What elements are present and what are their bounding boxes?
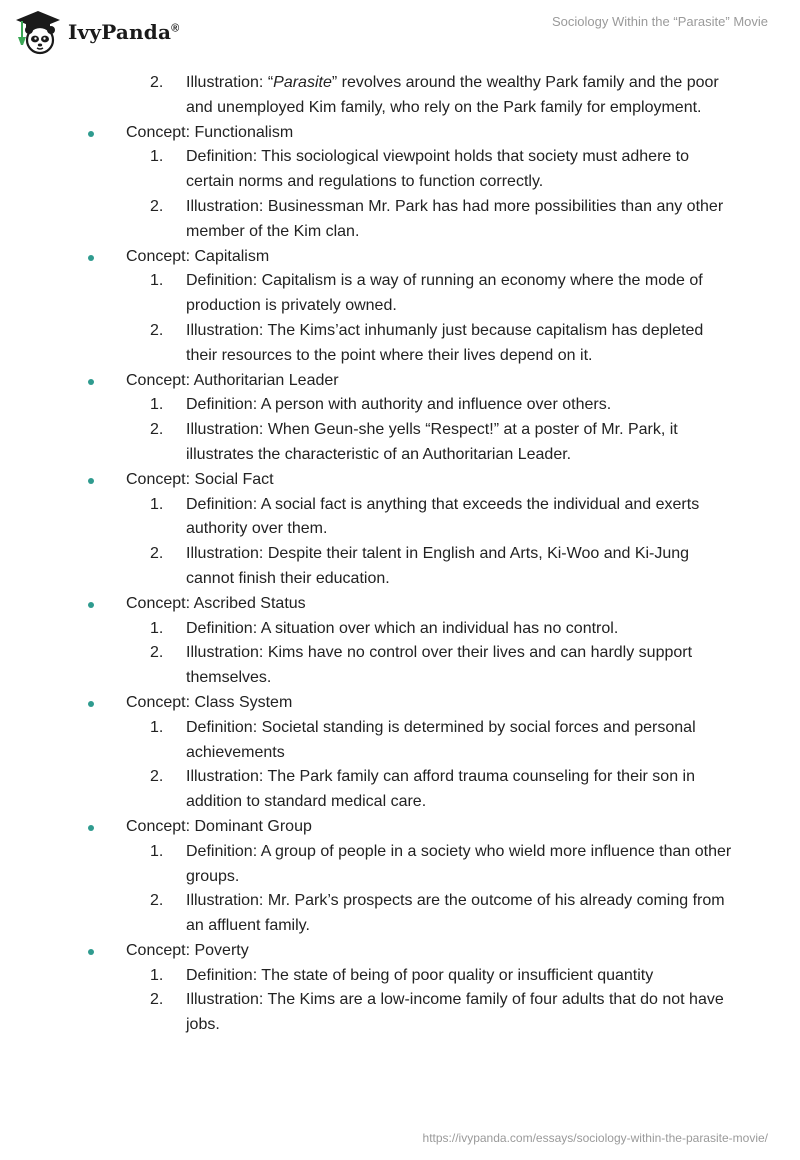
bullet-icon: [88, 825, 94, 831]
item-number: 1.: [150, 495, 164, 513]
item-text-suffix: ” revolves around the wealthy Park family and the poor and unemployed Kim family, who rely on the Park family for employment.: [186, 74, 719, 116]
list-item: [0, 641, 800, 691]
item-text: Illustration: The Park family can afford trauma counseling for their son in addition to standard medical care.: [186, 768, 695, 811]
concept-title: Concept: Authoritarian Leader: [126, 371, 339, 389]
item-text: Illustration: Despite their talent in English and Arts, Ki-Woo and Ki-Jung cannot finish their education.: [186, 545, 690, 587]
list-item: [0, 269, 800, 319]
concept-heading: [0, 691, 800, 716]
concept-title: Concept: Ascribed Status: [126, 594, 306, 612]
bullet-icon: [88, 478, 94, 484]
bullet-icon: [88, 949, 94, 955]
list-item: [0, 716, 800, 766]
item-number: 2.: [150, 644, 164, 662]
item-number: 2.: [150, 991, 164, 1009]
registered-mark: ®: [171, 22, 180, 35]
list-item: [0, 493, 800, 543]
item-number: 2.: [150, 74, 164, 91]
concepts-container: [0, 121, 800, 1038]
list-item: [0, 988, 800, 1038]
list-item: [0, 145, 800, 195]
item-number: 1.: [150, 396, 164, 414]
concept-title: Concept: Class System: [126, 693, 293, 711]
list-item: [0, 319, 800, 369]
item-text: Illustration: Mr. Park’s prospects are the outcome of his already coming from an affluent family.: [186, 892, 725, 935]
item-text: Definition: This sociological viewpoint holds that society must adhere to certain norms and regulations to function correctly.: [186, 148, 690, 191]
concept-heading: [0, 121, 800, 146]
item-text: Illustration: Businessman Mr. Park has had more possibilities than any other member of the Kim clan.: [186, 197, 724, 240]
item-number: 1.: [150, 619, 164, 637]
concept-heading: [0, 592, 800, 617]
list-item: [0, 964, 800, 989]
source-url[interactable]: https://ivypanda.com/essays/sociology-within-the-parasite-movie/: [422, 1131, 768, 1145]
item-text: Definition: A situation over which an individual has no control.: [186, 619, 619, 637]
item-text: Definition: A social fact is anything that exceeds the individual and exerts authority over them.: [186, 495, 700, 538]
list-item: [0, 71, 800, 121]
concept-heading: [0, 369, 800, 394]
concept-title: Concept: Poverty: [126, 941, 249, 959]
item-number: 1.: [150, 272, 164, 290]
concept-heading: [0, 245, 800, 270]
item-number: 1.: [150, 842, 164, 860]
item-text: Illustration: When Geun-she yells “Respect!” at a poster of Mr. Park, it illustrates the characteristic of an Authoritarian Leader.: [186, 421, 678, 463]
film-title: Parasite: [273, 74, 332, 91]
item-text: Definition: Societal standing is determined by social forces and personal achievements: [186, 718, 696, 761]
logo-wordmark: IvyPanda®: [68, 20, 180, 44]
item-number: 1.: [150, 718, 164, 736]
bullet-icon: [88, 602, 94, 608]
item-number: 2.: [150, 197, 164, 215]
bullet-icon: [88, 255, 94, 261]
list-item: [0, 765, 800, 815]
item-number: 1.: [150, 966, 164, 984]
concept-heading: [0, 815, 800, 840]
concept-title: Concept: Social Fact: [126, 470, 274, 488]
list-item: [0, 840, 800, 890]
item-number: 2.: [150, 321, 164, 339]
item-number: 2.: [150, 545, 164, 563]
bullet-icon: [88, 701, 94, 707]
item-text: Illustration: Kims have no control over their lives and can hardly support themselves.: [186, 644, 693, 687]
concept-heading: [0, 468, 800, 493]
list-item: [0, 542, 800, 592]
list-item: [0, 889, 800, 939]
panda-graduate-icon: [14, 9, 62, 55]
list-item: [0, 195, 800, 245]
ivypanda-logo[interactable]: [14, 8, 179, 56]
document-title: Sociology Within the “Parasite” Movie: [551, 14, 768, 29]
concept-title: Concept: Dominant Group: [126, 817, 312, 835]
page-header: [0, 0, 800, 60]
item-number: 1.: [150, 148, 164, 166]
item-number: 2.: [150, 892, 164, 910]
item-text: Definition: The state of being of poor quality or insufficient quantity: [186, 966, 654, 984]
concept-title: Concept: Capitalism: [126, 247, 270, 265]
item-text: Illustration: The Kims’act inhumanly just because capitalism has depleted their resources to the point where their lives depend on it.: [186, 321, 704, 364]
bullet-icon: [88, 379, 94, 385]
item-text: Illustration: The Kims are a low-income family of four adults that do not have jobs.: [186, 991, 724, 1034]
item-text: Definition: A person with authority and influence over others.: [186, 396, 612, 414]
item-number: 2.: [150, 421, 164, 439]
item-text: Definition: Capitalism is a way of running an economy where the mode of production is privately owned.: [186, 272, 703, 315]
item-number: 2.: [150, 768, 164, 786]
concept-heading: [0, 939, 800, 964]
concept-list: [0, 71, 800, 1038]
bullet-icon: [88, 131, 94, 137]
list-item: [0, 418, 800, 468]
item-text: Definition: A group of people in a society who wield more influence than other groups.: [186, 842, 732, 885]
item-text-prefix: Illustration: “: [186, 74, 274, 91]
list-item: [0, 617, 800, 642]
list-item: [0, 393, 800, 418]
concept-title: Concept: Functionalism: [126, 123, 294, 141]
